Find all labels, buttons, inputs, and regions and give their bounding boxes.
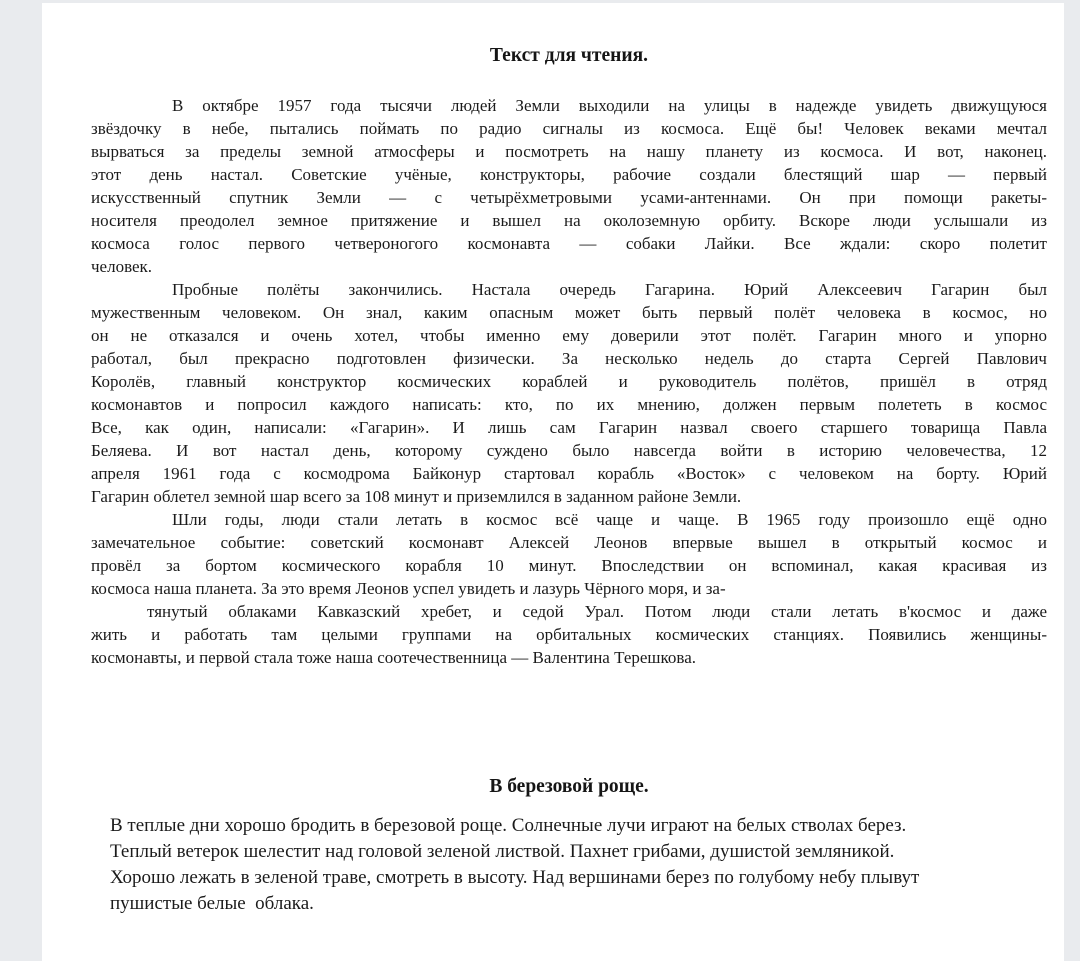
paragraph xyxy=(91,94,1047,278)
birch-text-title: В березовой роще. xyxy=(489,776,649,797)
paragraph xyxy=(91,508,1047,600)
text-line: апреля 1961 года с космодрома Байконур стартовал корабль «Восток» с человеком на борту. Юрий xyxy=(91,464,1047,483)
text-line: Все, как один, написали: «Гагарин». И лишь сам Гагарин назвал своего старшего товарища Павла xyxy=(91,418,1047,437)
text-line: искусственный спутник Земли — с четырёхметровыми усами-антеннами. Он при помощи ракеты- xyxy=(91,188,1047,207)
birch-text-body xyxy=(110,813,1047,917)
text-line: работал, был прекрасно подготовлен физически. За несколько недель до старта Сергей Павлович xyxy=(91,349,1047,368)
text-line: звёздочку в небе, пытались поймать по радио сигналы из космоса. Ещё бы! Человек веками мечтал xyxy=(91,119,1047,138)
text-line: вырваться за пределы земной атмосферы и посмотреть на нашу планету из космоса. И вот, наконец. xyxy=(91,142,1047,161)
text-line: тянутый облаками Кавказский хребет, и седой Урал. Потом люди стали летать в'космос и даже xyxy=(147,602,1047,621)
text-line: В октябре 1957 года тысячи людей Земли выходили на улицы в надежде увидеть движущуюся xyxy=(172,96,1047,115)
text-line: Гагарин облетел земной шар всего за 108 минут и приземлился в заданном районе Земли. xyxy=(91,487,742,506)
text-line: Хорошо лежать в зеленой траве, смотреть в высоту. Над вершинами берез по голубому небу плывут xyxy=(110,867,920,888)
text-line: космоса наша планета. За это время Леонов успел увидеть и лазурь Чёрного моря, и за- xyxy=(91,579,726,598)
text-line: В теплые дни хорошо бродить в березовой роще. Солнечные лучи играют на белых стволах берез. xyxy=(110,815,907,836)
text-line: Королёв, главный конструктор космических кораблей и руководитель полётов, пришёл в отряд xyxy=(91,372,1047,391)
text-line: этот день настал. Советские учёные, конструкторы, рабочие создали блестящий шар — первый xyxy=(91,165,1047,184)
text-line: пушистые белые облака. xyxy=(110,893,314,914)
text-line: носителя преодолел земное притяжение и вышел на околоземную орбиту. Вскоре люди услышали из xyxy=(91,211,1047,230)
text-line: космонавты, и первой стала тоже наша соотечественница — Валентина Терешкова. xyxy=(91,648,697,667)
text-line: он не отказался и очень хотел, чтобы именно ему доверили этот полёт. Гагарин много и упорно xyxy=(91,326,1047,345)
text-line: Пробные полёты закончились. Настала очередь Гагарина. Юрий Алексеевич Гагарин был xyxy=(172,280,1047,299)
text-line: космонавтов и попросил каждого написать: кто, по их мнению, должен первым полететь в космос xyxy=(91,395,1047,414)
text-line: Теплый ветерок шелестит над головой зеленой листвой. Пахнет грибами, душистой земляникой. xyxy=(110,841,895,862)
text-line: замечательное событие: советский космонавт Алексей Леонов впервые вышел в открытый космос и xyxy=(91,533,1047,552)
page-margin-left xyxy=(0,0,42,961)
text-line: жить и работать там целыми группами на орбитальных космических станциях. Появились женщины- xyxy=(91,625,1047,644)
text-line: мужественным человеком. Он знал, каким опасным может быть первый полёт человека в космос, но xyxy=(91,303,1047,322)
text-line: Беляева. И вот настал день, которому суждено было навсегда войти в историю человечества, 12 xyxy=(91,441,1047,460)
reading-text-body xyxy=(91,94,1047,669)
reading-text-title: Текст для чтения. xyxy=(489,45,649,66)
text-line: провёл за бортом космического корабля 10 минут. Впоследствии он вспоминал, какая красивая из xyxy=(91,556,1047,575)
page-margin-right xyxy=(1064,0,1080,961)
paragraph xyxy=(91,278,1047,508)
text-line: космоса голос первого четвероногого космонавта — собаки Лайки. Все ждали: скоро полетит xyxy=(91,234,1047,253)
text-line: человек. xyxy=(91,257,153,276)
paragraph xyxy=(91,600,1047,669)
text-line: Шли годы, люди стали летать в космос всё чаще и чаще. В 1965 году произошло ещё одно xyxy=(172,510,1047,529)
document-page xyxy=(42,3,1064,961)
